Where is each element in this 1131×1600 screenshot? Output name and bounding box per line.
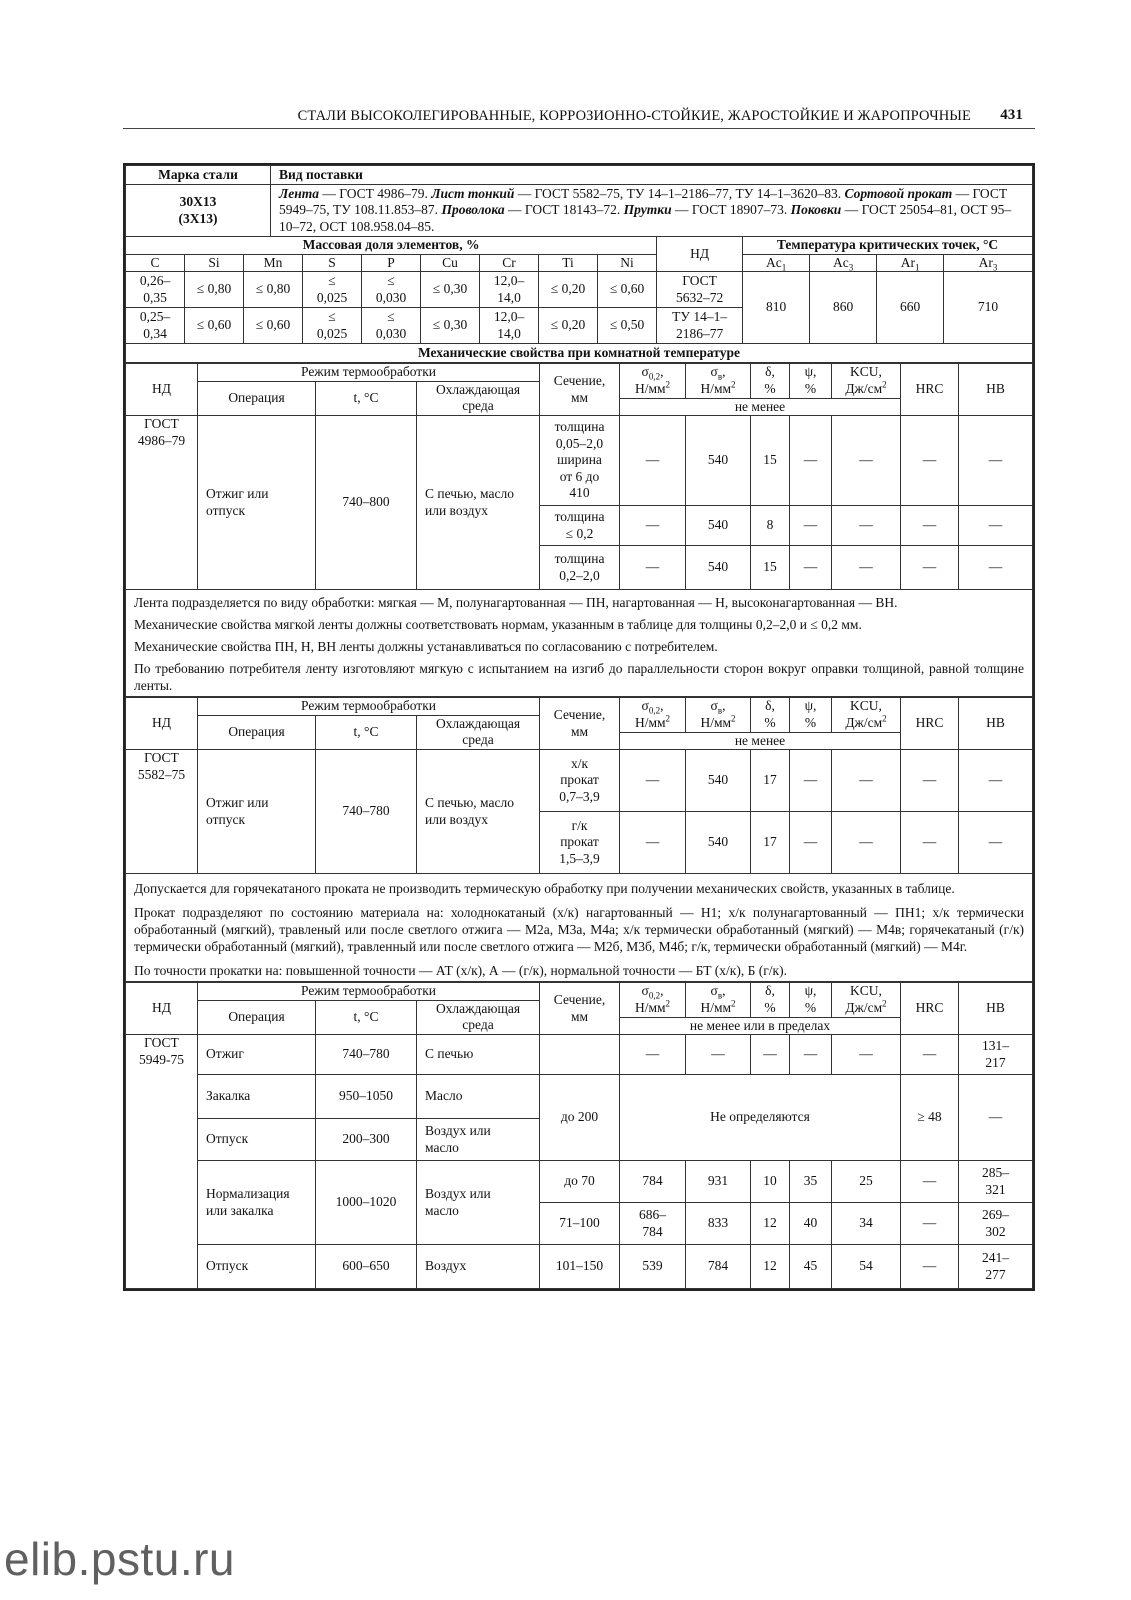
notes-strip: [125, 590, 1033, 697]
value-d: 17: [751, 812, 790, 874]
composition-title: Массовая доля элементов, %: [126, 237, 657, 255]
composition-nd-header: НД: [657, 237, 743, 272]
composition-c: 0,25– 0,34: [126, 308, 185, 344]
sigma02-header: $\sigma_{0,2}$, $Н/мм^2$: [620, 364, 686, 399]
hrc-header: HRC: [901, 364, 959, 416]
composition-ni: ≤ 0,50: [598, 308, 657, 344]
critical-header-1: $Ac_1$: [743, 254, 810, 272]
mechanical-table-strip: [125, 363, 1033, 590]
value-s02: —: [620, 812, 686, 874]
temperature-cell: 740–780: [316, 750, 417, 874]
note-1: Механические свойства мягкой ленты должны соответствовать нормам, указанным в таблице для толщины 0,2–2,0 и ≤ 0,2 мм.: [125, 613, 1033, 635]
value-s02: 686– 784: [620, 1203, 686, 1245]
delivery-kind-4: Прутки: [623, 202, 672, 218]
critical-value-3: 660: [877, 272, 944, 344]
operation-header: Операция: [198, 381, 316, 416]
value-sb: 540: [686, 750, 751, 812]
operation-cell: Закалка: [198, 1075, 316, 1119]
value-sb: 784: [686, 1245, 751, 1289]
value-kcu: 25: [832, 1161, 901, 1203]
data-row: [126, 750, 1033, 812]
limit-header: не менее или в пределах: [620, 1017, 901, 1035]
cooling-cell: С печью, масло или воздух: [417, 750, 540, 874]
anneal-row: [126, 1035, 1033, 1075]
delivery-kind-3: Проволока: [441, 202, 505, 218]
note-2: По точности прокатки на: повышенной точности — АТ (х/к), А — (г/к), нормальной точности — БТ (х/к), Б (г/к).: [125, 957, 1033, 981]
composition-cr: 12,0– 14,0: [480, 308, 539, 344]
nd-cell: ГОСТ 4986–79: [126, 416, 198, 590]
value-hb: 241– 277: [959, 1245, 1033, 1289]
cooling-cell: Масло: [417, 1075, 540, 1119]
value-hrc: —: [901, 750, 959, 812]
page-number: 431: [1000, 107, 1023, 123]
temperature-header: t, °С: [316, 381, 417, 416]
delivery-standards-0: — ГОСТ 4986–79.: [319, 185, 432, 201]
delivery-kind-5: Поковки: [790, 202, 842, 218]
value-psi: 40: [790, 1203, 832, 1245]
value-psi: —: [790, 416, 832, 506]
section-cell: толщина 0,2–2,0: [540, 546, 620, 590]
operation-header: Операция: [198, 715, 316, 750]
value-d: 8: [751, 506, 790, 546]
value-hrc: —: [901, 506, 959, 546]
value-hrc: —: [901, 1161, 959, 1203]
value-s02: —: [620, 750, 686, 812]
data-row: [126, 1161, 1033, 1203]
cooling-cell: С печью, масло или воздух: [417, 416, 540, 590]
hrc-header: HRC: [901, 983, 959, 1035]
element-header-cu: Cu: [421, 254, 480, 272]
delivery-standards-1: — ГОСТ 5582–75, ТУ 14–1–2186–77, ТУ 14–1–3620–83.: [514, 185, 845, 201]
composition-mn: ≤ 0,60: [244, 308, 303, 344]
limit-header: не менее: [620, 732, 901, 750]
steel-datasheet: [123, 163, 1035, 1291]
critical-value-2: 860: [810, 272, 877, 344]
value-s02: 784: [620, 1161, 686, 1203]
psi-header: ψ, %: [790, 698, 832, 733]
watermark: elib.pstu.ru: [4, 1533, 236, 1585]
value-hb: 285– 321: [959, 1161, 1033, 1203]
value-hb: 269– 302: [959, 1203, 1033, 1245]
element-header-row: [126, 254, 1033, 272]
heat-mode-header: Режим термообработки: [198, 983, 540, 1001]
delivery-text: [271, 185, 1033, 237]
element-header-ti: Ti: [539, 254, 598, 272]
value-sb: 540: [686, 546, 751, 590]
value-hrc: ≥ 48: [901, 1075, 959, 1161]
value-d: 12: [751, 1245, 790, 1289]
section-header: Сечение, мм: [540, 983, 620, 1035]
heat-mode-header: Режим термообработки: [198, 364, 540, 382]
value-kcu: 34: [832, 1203, 901, 1245]
grade-name: [126, 185, 271, 237]
composition-nd: ГОСТ 5632–72: [657, 272, 743, 308]
element-header-ni: Ni: [598, 254, 657, 272]
composition-cu: ≤ 0,30: [421, 308, 480, 344]
temperature-cell: 950–1050: [316, 1075, 417, 1119]
element-header-mn: Mn: [244, 254, 303, 272]
composition-cr: 12,0– 14,0: [480, 272, 539, 308]
cooling-header: Охлаждающая среда: [417, 715, 540, 750]
delivery-kind-0: Лента: [279, 185, 319, 201]
value-hb: —: [959, 750, 1033, 812]
composition-ni: ≤ 0,60: [598, 272, 657, 308]
value-d: 10: [751, 1161, 790, 1203]
composition-table: [125, 236, 1033, 344]
operation-cell: Отпуск: [198, 1245, 316, 1289]
temperature-cell: 200–300: [316, 1119, 417, 1161]
section-cell: толщина ≤ 0,2: [540, 506, 620, 546]
composition-nd: ТУ 14–1– 2186–77: [657, 308, 743, 344]
data-row: [126, 416, 1033, 506]
grade-name-main: 30Х13: [179, 194, 217, 209]
mech-header-row: [126, 698, 1033, 716]
critical-header-2: $Ac_3$: [810, 254, 877, 272]
operation-header: Операция: [198, 1000, 316, 1035]
section-header: Сечение, мм: [540, 698, 620, 750]
composition-s: ≤ 0,025: [303, 272, 362, 308]
delivery-kind-2: Сортовой прокат: [844, 185, 953, 201]
hb-header: НВ: [959, 698, 1033, 750]
delivery-standards-4: — ГОСТ 18907–73.: [671, 202, 791, 218]
critical-value-1: 810: [743, 272, 810, 344]
temperature-header: t, °С: [316, 1000, 417, 1035]
mechanical-table-sheet: [125, 697, 1033, 874]
psi-header: ψ, %: [790, 364, 832, 399]
value-hrc: —: [901, 546, 959, 590]
value-psi: 35: [790, 1161, 832, 1203]
value-hb: —: [959, 546, 1033, 590]
grade-delivery-table: [125, 165, 1033, 237]
element-header-s: S: [303, 254, 362, 272]
value-d: 17: [751, 750, 790, 812]
mech-header-row: [126, 364, 1033, 382]
limit-header: не менее: [620, 398, 901, 416]
value-s02: —: [620, 506, 686, 546]
operation-cell: Отжиг или отпуск: [198, 416, 316, 590]
section-cell: 71–100: [540, 1203, 620, 1245]
value-hrc: —: [901, 812, 959, 874]
temperature-cell: 740–800: [316, 416, 417, 590]
delivery-standards-2: — ГОСТ 5949–75, ТУ 108.11.853–87.: [279, 185, 1008, 218]
temperature-cell: 600–650: [316, 1245, 417, 1289]
sigma02-header: $\sigma_{0,2}$, $Н/мм^2$: [620, 983, 686, 1018]
composition-s: ≤ 0,025: [303, 308, 362, 344]
notes-sheet: [125, 874, 1033, 982]
grade-label: Марка стали: [126, 166, 271, 185]
value-kcu: —: [832, 1035, 901, 1075]
section-cell: до 200: [540, 1075, 620, 1161]
critical-header-3: $Ar_1$: [877, 254, 944, 272]
value-sb: 540: [686, 416, 751, 506]
value-kcu: —: [832, 750, 901, 812]
sigmab-header: $\sigma_в$, $Н/мм^2$: [686, 983, 751, 1018]
section-cell: до 70: [540, 1161, 620, 1203]
value-psi: —: [790, 506, 832, 546]
running-head-title: СТАЛИ ВЫСОКОЛЕГИРОВАННЫЕ, КОРРОЗИОННО-СТОЙКИЕ, ЖАРОСТОЙКИЕ И ЖАРОПРОЧНЫЕ: [297, 108, 971, 124]
nd-header: НД: [126, 698, 198, 750]
data-row: [126, 1245, 1033, 1289]
value-d: 12: [751, 1203, 790, 1245]
delta-header: δ, %: [751, 698, 790, 733]
nd-cell: ГОСТ 5582–75: [126, 750, 198, 874]
value-hb: —: [959, 1075, 1033, 1161]
value-s02: —: [620, 546, 686, 590]
value-psi: —: [790, 812, 832, 874]
delta-header: δ, %: [751, 983, 790, 1018]
value-s02: —: [620, 1035, 686, 1075]
cooling-cell: С печью: [417, 1035, 540, 1075]
sigmab-header: $\sigma_в$, $Н/мм^2$: [686, 698, 751, 733]
section-cell: 101–150: [540, 1245, 620, 1289]
critical-value-4: 710: [944, 272, 1033, 344]
value-s02: —: [620, 416, 686, 506]
hb-header: НВ: [959, 983, 1033, 1035]
section-cell: х/к прокат 0,7–3,9: [540, 750, 620, 812]
operation-cell: Нормализация или закалка: [198, 1161, 316, 1245]
temperature-cell: 740–780: [316, 1035, 417, 1075]
grade-name-alt: (3Х13): [178, 210, 218, 226]
value-hrc: —: [901, 416, 959, 506]
delivery-label: Вид поставки: [271, 166, 1033, 185]
mechanical-table-bar: [125, 982, 1033, 1289]
section-header: Сечение, мм: [540, 364, 620, 416]
psi-header: ψ, %: [790, 983, 832, 1018]
delivery-kind-1: Лист тонкий: [431, 185, 515, 201]
operation-cell: Отжиг или отпуск: [198, 750, 316, 874]
value-hb: —: [959, 506, 1033, 546]
value-s02: 539: [620, 1245, 686, 1289]
not-determined-cell: Не определяются: [620, 1075, 901, 1161]
running-head: [123, 106, 1035, 129]
critical-points-title: Температура критических точек, °С: [743, 237, 1033, 255]
delivery-standards-3: — ГОСТ 18143–72.: [504, 202, 624, 218]
value-sb: 931: [686, 1161, 751, 1203]
mech-header-row: [126, 983, 1033, 1001]
value-kcu: —: [832, 416, 901, 506]
composition-p: ≤ 0,030: [362, 272, 421, 308]
value-kcu: —: [832, 812, 901, 874]
value-hrc: —: [901, 1245, 959, 1289]
note-1: Прокат подразделяют по состоянию материала на: холоднокатаный (х/к) нагартованный — Н1; х/к полунагартованный — ПН1; х/к термически обработанный (мягкий), травленый или после светлого отжига — М2а, М3а, М4а; х/к термически обработанный (мягкий) — М4в; горячекатаный (г/к) термически обработанный (мягкий), травленный или после светлого отжига — М2б, М3б, М4б; г/к, термически обработанный (мягкий) — М4г.: [125, 899, 1033, 957]
heat-mode-header: Режим термообработки: [198, 698, 540, 716]
element-header-c: C: [126, 254, 185, 272]
value-kcu: —: [832, 506, 901, 546]
value-hrc: —: [901, 1203, 959, 1245]
composition-cu: ≤ 0,30: [421, 272, 480, 308]
value-kcu: —: [832, 546, 901, 590]
composition-row: [126, 272, 1033, 308]
cooling-cell: Воздух или масло: [417, 1119, 540, 1161]
composition-si: ≤ 0,80: [185, 272, 244, 308]
cooling-header: Охлаждающая среда: [417, 381, 540, 416]
composition-mn: ≤ 0,80: [244, 272, 303, 308]
nd-header: НД: [126, 983, 198, 1035]
temperature-cell: 1000–1020: [316, 1161, 417, 1245]
value-d: 15: [751, 416, 790, 506]
value-hb: —: [959, 416, 1033, 506]
delta-header: δ, %: [751, 364, 790, 399]
composition-ti: ≤ 0,20: [539, 272, 598, 308]
value-sb: —: [686, 1035, 751, 1075]
value-psi: —: [790, 1035, 832, 1075]
kcu-header: KCU, $Дж/см^2$: [832, 364, 901, 399]
value-sb: 833: [686, 1203, 751, 1245]
cooling-cell: Воздух или масло: [417, 1161, 540, 1245]
value-psi: —: [790, 750, 832, 812]
note-3: По требованию потребителя ленту изготовляют мягкую с испытанием на изгиб до параллельности сторон вокруг оправки толщиной, равной толщине ленты.: [125, 657, 1033, 696]
section-cell: толщина 0,05–2,0 ширина от 6 до 410: [540, 416, 620, 506]
value-sb: 540: [686, 506, 751, 546]
sigmab-header: $\sigma_в$, $Н/мм^2$: [686, 364, 751, 399]
operation-cell: Отпуск: [198, 1119, 316, 1161]
value-hrc: —: [901, 1035, 959, 1075]
value-sb: 540: [686, 812, 751, 874]
cooling-cell: Воздух: [417, 1245, 540, 1289]
kcu-header: KCU, $Дж/см^2$: [832, 983, 901, 1018]
quench-row: [126, 1075, 1033, 1119]
sigma02-header: $\sigma_{0,2}$, $Н/мм^2$: [620, 698, 686, 733]
element-header-p: P: [362, 254, 421, 272]
value-kcu: 54: [832, 1245, 901, 1289]
hrc-header: HRC: [901, 698, 959, 750]
kcu-header: KCU, $Дж/см^2$: [832, 698, 901, 733]
composition-p: ≤ 0,030: [362, 308, 421, 344]
section-cell: [540, 1035, 620, 1075]
value-d: 15: [751, 546, 790, 590]
temperature-header: t, °С: [316, 715, 417, 750]
element-header-si: Si: [185, 254, 244, 272]
note-0: Допускается для горячекатаного проката не производить термическую обработку при получении механических свойств, указанных в таблице.: [125, 874, 1033, 899]
value-hb: —: [959, 812, 1033, 874]
mechanical-title: Механические свойства при комнатной температуре: [125, 344, 1033, 363]
nd-cell: ГОСТ 5949-75: [126, 1035, 198, 1289]
section-cell: г/к прокат 1,5–3,9: [540, 812, 620, 874]
note-2: Механические свойства ПН, Н, ВН ленты должны устанавливаться по согласованию с потребителем.: [125, 635, 1033, 657]
hb-header: НВ: [959, 364, 1033, 416]
delivery-standards-5: — ГОСТ 25054–81, ОСТ 95–10–72, ОСТ 108.958.04–85.: [279, 202, 1012, 234]
cooling-header: Охлаждающая среда: [417, 1000, 540, 1035]
composition-c: 0,26– 0,35: [126, 272, 185, 308]
element-header-cr: Cr: [480, 254, 539, 272]
composition-ti: ≤ 0,20: [539, 308, 598, 344]
note-0: Лента подразделяется по виду обработки: мягкая — М, полунагартованная — ПН, нагартованная — Н, высоконагартованная — ВН.: [125, 590, 1033, 613]
value-hb: 131– 217: [959, 1035, 1033, 1075]
nd-header: НД: [126, 364, 198, 416]
value-psi: —: [790, 546, 832, 590]
composition-si: ≤ 0,60: [185, 308, 244, 344]
operation-cell: Отжиг: [198, 1035, 316, 1075]
value-d: —: [751, 1035, 790, 1075]
critical-header-4: $Ar_3$: [944, 254, 1033, 272]
value-psi: 45: [790, 1245, 832, 1289]
